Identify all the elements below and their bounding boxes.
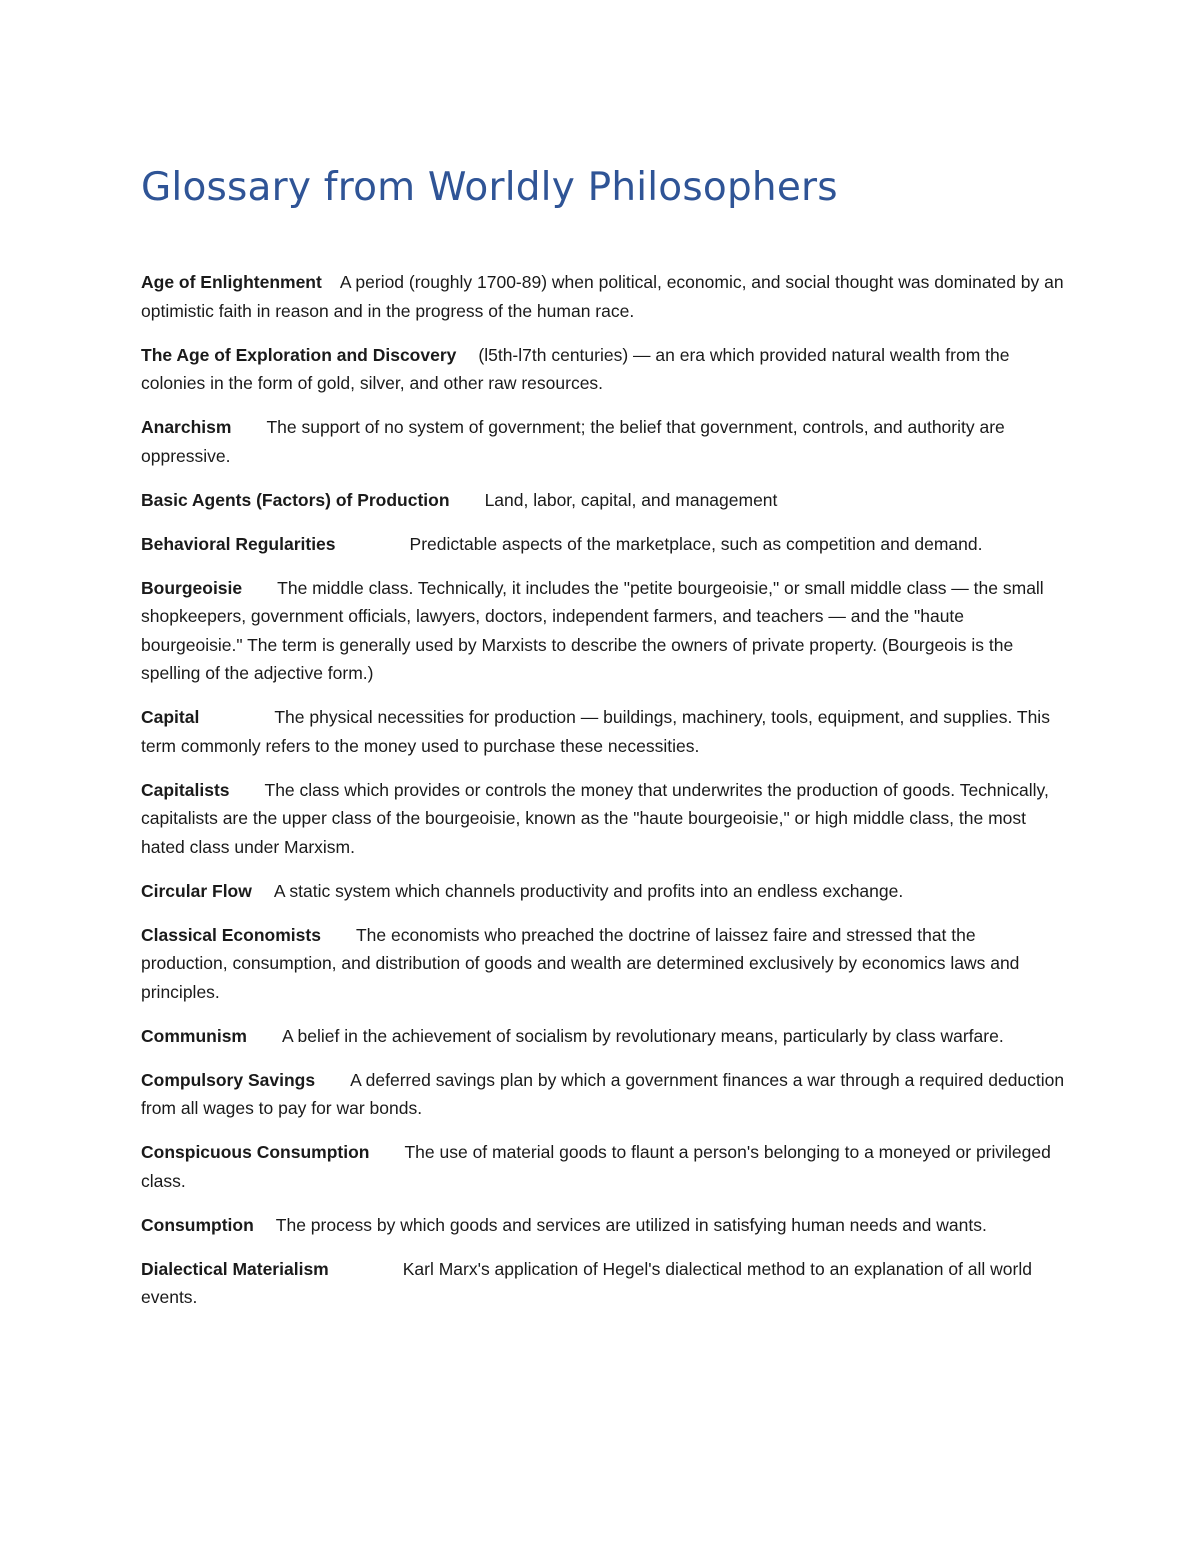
glossary-definition: The class which provides or controls the money that underwrites the production of goods. Technically, capitalists are the upper class of the bourgeoisie, known as the "haute bourgeoisie," or high middle class, the most hated class under Marxism.	[141, 779, 1049, 857]
glossary-entry-classical-economists	[141, 921, 1066, 1007]
glossary-entry-basic-agents	[141, 486, 1066, 515]
glossary-definition: The process by which goods and services are utilized in satisfying human needs and wants.	[275, 1214, 987, 1235]
glossary-definition: The physical necessities for production — buildings, machinery, tools, equipment, and supplies. This term commonly refers to the money used to purchase these necessities.	[141, 707, 1050, 756]
glossary-definition: Land, labor, capital, and management	[484, 489, 778, 510]
glossary-entry-anarchism	[141, 413, 1066, 470]
glossary-term: The Age of Exploration and Discovery	[141, 344, 457, 365]
glossary-definition: The support of no system of government; the belief that government, controls, and authority are oppressive.	[141, 417, 1005, 466]
glossary-entry-age-of-exploration	[141, 341, 1066, 398]
glossary-entry-capital	[141, 703, 1066, 760]
glossary-entry-circular-flow	[141, 877, 1066, 906]
glossary-definition: A belief in the achievement of socialism by revolutionary means, particularly by class warfare.	[281, 1025, 1004, 1046]
glossary-term: Circular Flow	[141, 880, 252, 901]
glossary-term: Communism	[141, 1025, 247, 1046]
glossary-definition: A static system which channels productivity and profits into an endless exchange.	[273, 880, 904, 901]
glossary-definition: (l5th-l7th centuries) — an era which provided natural wealth from the colonies in the form of gold, silver, and other raw resources.	[141, 344, 1010, 393]
glossary-term: Classical Economists	[141, 924, 321, 945]
glossary-definition: Predictable aspects of the marketplace, such as competition and demand.	[409, 533, 983, 554]
glossary-term: Bourgeoisie	[141, 577, 243, 598]
glossary-entry-dialectical-materialism	[141, 1255, 1066, 1312]
glossary-definition: The middle class. Technically, it includes the "petite bourgeoisie," or small middle class — the small shopkeepers, government officials, lawyers, doctors, independent farmers, and teachers — and the "haute bourgeoisie." The term is generally used by Marxists to describe the owners of private property. (Bourgeois is the spelling of the adjective form.)	[141, 577, 1044, 683]
glossary-term: Age of Enlightenment	[141, 272, 322, 292]
glossary-definition: Karl Marx's application of Hegel's dialectical method to an explanation of all world events.	[141, 1258, 1032, 1307]
glossary-term: Capital	[141, 707, 200, 727]
glossary-term: Behavioral Regularities	[141, 533, 336, 554]
glossary-entry-consumption	[141, 1211, 1066, 1240]
glossary-entry-age-of-enlightenment	[141, 268, 1066, 325]
glossary-term: Compulsory Savings	[141, 1069, 316, 1090]
glossary-term: Basic Agents (Factors) of Production	[141, 489, 450, 510]
glossary-term: Conspicuous Consumption	[141, 1142, 370, 1162]
glossary-entry-bourgeoisie	[141, 574, 1066, 688]
glossary-list	[141, 268, 1066, 1312]
glossary-term: Consumption	[141, 1214, 254, 1235]
glossary-definition: The use of material goods to flaunt a person's belonging to a moneyed or privileged class.	[141, 1142, 1051, 1191]
glossary-term: Anarchism	[141, 417, 232, 437]
glossary-definition: The economists who preached the doctrine of laissez faire and stressed that the production, consumption, and distribution of goods and wealth are determined exclusively by economics laws and principles.	[141, 924, 1020, 1002]
glossary-definition: A deferred savings plan by which a government finances a war through a required deduction from all wages to pay for war bonds.	[141, 1069, 1065, 1118]
glossary-entry-conspicuous-consumption	[141, 1138, 1066, 1195]
glossary-entry-communism	[141, 1022, 1066, 1051]
glossary-entry-capitalists	[141, 776, 1066, 862]
glossary-entry-compulsory-savings	[141, 1066, 1066, 1123]
glossary-term: Dialectical Materialism	[141, 1258, 329, 1279]
glossary-definition: A period (roughly 1700-89) when political, economic, and social thought was dominated by an optimistic faith in reason and in the progress of the human race.	[141, 272, 1064, 321]
glossary-entry-behavioral-regularities	[141, 530, 1066, 559]
page-title: Glossary from Worldly Philosophers	[141, 165, 838, 210]
document-page	[141, 160, 1066, 1327]
glossary-term: Capitalists	[141, 779, 230, 800]
